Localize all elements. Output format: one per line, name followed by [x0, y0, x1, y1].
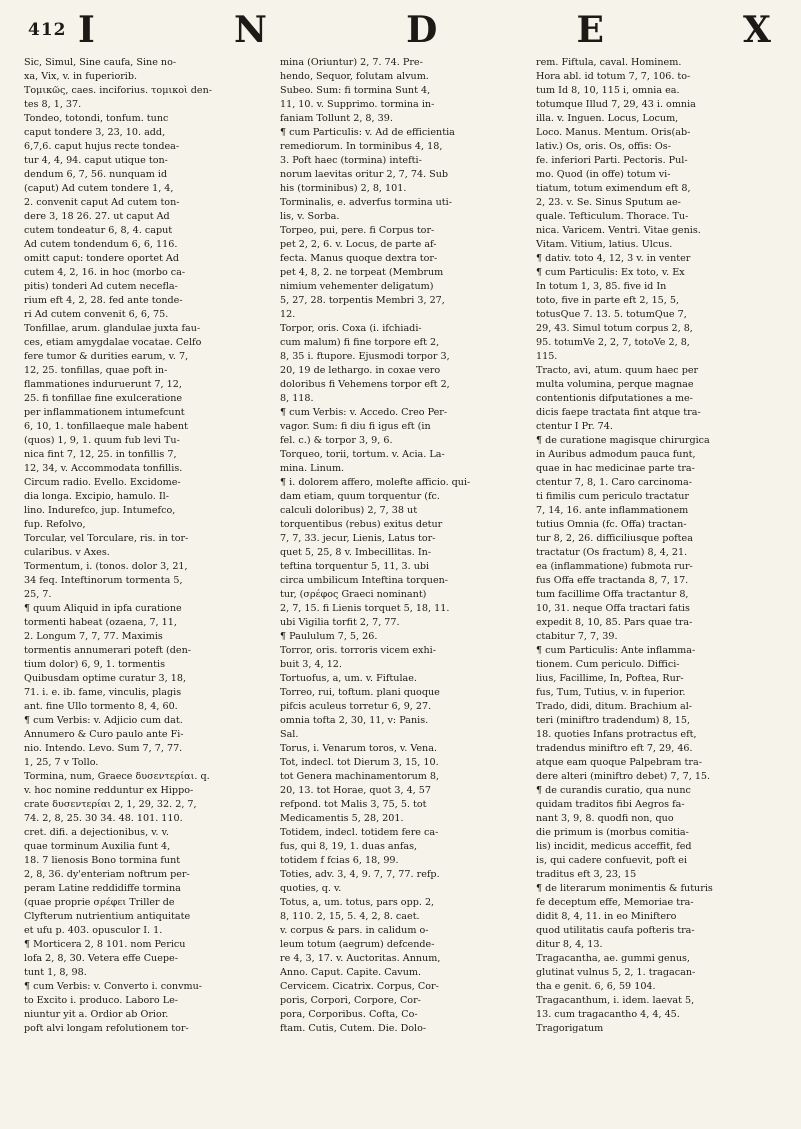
index-entry-line: Totidem, indecl. totidem fere ca-	[280, 827, 439, 838]
index-entry-line: re 4, 3, 17. v. Auctoritas. Annum,	[280, 953, 441, 964]
index-entry-line: Tragacantha, ae. gummi genus,	[536, 953, 690, 964]
index-entry-line: 2. Longum 7, 7, 77. Maximis	[24, 631, 163, 642]
index-entry-line: tiatum, totum eximendum eft 8,	[536, 183, 691, 194]
index-entry-line: omnia tofta 2, 30, 11, v: Panis.	[280, 715, 429, 726]
index-entry-line: fus Offa effe tractanda 8, 7, 17.	[536, 575, 689, 586]
index-entry-line: tes 8, 1, 37.	[24, 99, 82, 110]
index-entry-line: dia longa. Excipio, hamulo. Il-	[24, 491, 169, 502]
index-entry-line: pet 2, 2, 6. v. Locus, de parte af-	[280, 239, 437, 250]
index-entry-line: Tot, indecl. tot Dierum 3, 15, 10.	[280, 757, 439, 768]
index-entry-line: illa. v. Inguen. Locus, Locum,	[536, 113, 679, 124]
index-entry-line: xa, Vix, v. in fuperiorib.	[24, 71, 138, 82]
index-entry-line: nio. Intendo. Levo. Sum 7, 7, 77.	[24, 743, 183, 754]
index-entry-line: ri Ad cutem convenit 6, 6, 75.	[24, 309, 169, 320]
index-entry-line: cularibus. v Axes.	[24, 547, 110, 558]
index-entry-line: 2, 7, 15. fi Lienis torquet 5, 18, 11.	[280, 603, 450, 614]
index-entry-line: Circum radio. Evello. Excidome-	[24, 477, 181, 488]
index-entry-line: refpond. tot Malis 3, 75, 5. tot	[280, 799, 427, 810]
index-entry-line: fus, Tum, Tutius, v. in fuperior.	[536, 687, 686, 698]
index-entry-line: Anno. Caput. Capite. Cavum.	[280, 967, 422, 978]
index-entry-line: pora, Corporibus. Cofta, Co-	[280, 1009, 418, 1020]
index-entry-line: et ufu p. 403. opusculor I. 1.	[24, 925, 163, 936]
index-entry-line: 18. quoties Infans protractus eft,	[536, 729, 697, 740]
index-entry-line: quae in hac medicinae parte tra-	[536, 463, 695, 474]
index-entry-line: ctabitur 7, 7, 39.	[536, 631, 618, 642]
index-entry-line: 5, 27, 28. torpentis Membri 3, 27,	[280, 295, 445, 306]
index-entry-line: Cervicem. Cicatrix. Corpus, Cor-	[280, 981, 439, 992]
index-entry-line: Torpor, oris. Coxa (i. ifchiadi-	[280, 323, 422, 334]
index-entry-line: tot Genera machinamentorum 8,	[280, 771, 440, 782]
index-entry-line: nant 3, 9, 8. quodfi non, quo	[536, 813, 674, 824]
index-entry-line: Torror, oris. torroris vicem exhi-	[280, 645, 436, 656]
index-entry-line: tha e genit. 6, 6, 59 104.	[536, 981, 656, 992]
index-entry-line: lis) incidit, medicus acceffit, fed	[536, 841, 692, 852]
index-column-left	[24, 56, 270, 1116]
index-entry-line: faniam Tollunt 2, 8, 39.	[280, 113, 393, 124]
index-entry-line: tur 4, 4, 94. caput utique ton-	[24, 155, 168, 166]
index-entry-line: Tragorigatum	[536, 1023, 604, 1034]
index-entry-line: Subeo. Sum: fi tormina Sunt 4,	[280, 85, 431, 96]
index-entry-line: expedit 8, 10, 85. Pars quae tra-	[536, 617, 693, 628]
index-entry-line: tur, (σρέφος Graeci nominant)	[280, 589, 427, 600]
index-entry-line: totidem f fcias 6, 18, 99.	[280, 855, 399, 866]
index-entry-line: norum laevitas oritur 2, 7, 74. Sub	[280, 169, 449, 180]
index-entry-line: in Auribus admodum pauca funt,	[536, 449, 696, 460]
index-entry-line: 25, 7.	[24, 589, 52, 600]
index-entry-line: didit 8, 4, 11. in eo Miniftero	[536, 911, 677, 922]
index-entry-line: Torpeo, pui, pere. fi Corpus tor-	[280, 225, 435, 236]
index-entry-line: Ad cutem tondendum 6, 6, 116.	[24, 239, 178, 250]
index-entry-line: In totum 1, 3, 85. five id In	[536, 281, 667, 292]
index-entry-line: 7, 7, 33. jecur, Lienis, Latus tor-	[280, 533, 436, 544]
index-entry-line: Tracto, avi, atum. quum haec per	[536, 365, 699, 376]
index-entry-line: quod utilitatis caufa pofteris tra-	[536, 925, 695, 936]
title-letter: X	[743, 9, 771, 51]
index-columns	[24, 56, 782, 1116]
index-entry-line: mina (Oriuntur) 2, 7. 74. Pre-	[280, 57, 423, 68]
index-entry-line: dendum 6, 7, 56. nunquam id	[24, 169, 168, 180]
index-entry-line: tradendus miniftro eft 7, 29, 46.	[536, 743, 693, 754]
index-entry-line: 6, 10, 1. tonfillaeque male habent	[24, 421, 188, 432]
index-entry-line: Tormina, num, Graece δυσεντερίαι. q.	[24, 771, 210, 782]
index-entry-line: cutem 4, 2, 16. in hoc (morbo ca-	[24, 267, 186, 278]
running-title-index	[78, 8, 783, 52]
index-entry-line: v. hoc nomine redduntur ex Hippo-	[24, 785, 194, 796]
index-entry-line: 8, 110. 2, 15, 5. 4, 2, 8. caet.	[280, 911, 420, 922]
index-entry-line: tur 8, 2, 26. difficiliusque poftea	[536, 533, 693, 544]
index-entry-line: circa umbilicum Inteftina torquen-	[280, 575, 449, 586]
index-entry-line: 20, 19 de lethargo. in coxae vero	[280, 365, 441, 376]
index-entry-line: per inflammationem intumefcunt	[24, 407, 185, 418]
index-entry-line: lius, Facillime, In, Poftea, Rur-	[536, 673, 684, 684]
index-entry-line: lino. Indurefco, jup. Intumefco,	[24, 505, 176, 516]
index-entry-line: dere alteri (miniftro debet) 7, 7, 15.	[536, 771, 711, 782]
index-entry-line: ¶ cum Particulis: v. Ad de efficientia	[280, 127, 455, 138]
index-entry-line: poft alvi longam refolutionem tor-	[24, 1023, 189, 1034]
index-entry-line: peram Latine reddidiffe tormina	[24, 883, 181, 894]
index-entry-line: Hora abl. id totum 7, 7, 106. to-	[536, 71, 691, 82]
index-entry-line: (caput) Ad cutem tondere 1, 4,	[24, 183, 174, 194]
index-entry-line: nimium vehementer deligatum)	[280, 281, 434, 292]
index-entry-line: calculi doloribus) 2, 7, 38 ut	[280, 505, 418, 516]
index-entry-line: hendo, Sequor, folutam alvum.	[280, 71, 429, 82]
index-entry-line: atque eam quoque Palpebram tra-	[536, 757, 702, 768]
index-entry-line: Tragacanthum, i. idem. laevat 5,	[536, 995, 695, 1006]
title-letter: N	[234, 9, 267, 51]
index-entry-line: 1, 25, 7 v Tollo.	[24, 757, 99, 768]
index-entry-line: dere 3, 18 26. 27. ut caput Ad	[24, 211, 170, 222]
index-entry-line: 3. Poft haec (tormina) intefti-	[280, 155, 422, 166]
index-entry-line: ¶ Paululum 7, 5, 26.	[280, 631, 378, 642]
index-entry-line: 2, 8, 36. dy'enteriam noftrum per-	[24, 869, 190, 880]
index-entry-line: cum malum) fi fine torpore eft 2,	[280, 337, 440, 348]
index-entry-line: ea (inflammatione) fubmota rur-	[536, 561, 693, 572]
index-entry-line: Torreo, rui, toftum. plani quoque	[280, 687, 440, 698]
index-entry-line: ¶ cum Verbis: v. Adjicio cum dat.	[24, 715, 183, 726]
index-entry-line: 7, 14, 16. ante inflammationem	[536, 505, 689, 516]
index-entry-line: 8, 118.	[280, 393, 314, 404]
index-entry-line: cret. difi. a dejectionibus, v. v.	[24, 827, 169, 838]
index-entry-line: his (torminibus) 2, 8, 101.	[280, 183, 407, 194]
index-entry-line: tunt 1, 8, 98.	[24, 967, 87, 978]
index-entry-line: Torcular, vel Torculare, ris. in tor-	[24, 533, 189, 544]
index-entry-line: quidam traditos fibi Aegros fa-	[536, 799, 685, 810]
index-entry-line: Tortuofus, a, um. v. Fiftulae.	[280, 673, 417, 684]
index-entry-line: ¶ cum Particulis: Ante inflamma-	[536, 645, 696, 656]
index-entry-line: Trado, didi, ditum. Brachium al-	[536, 701, 693, 712]
index-entry-line: pitis) tonderi Ad cutem necefla-	[24, 281, 178, 292]
index-entry-line: tum Id 8, 10, 115 i, omnia ea.	[536, 85, 680, 96]
index-entry-line: Medicamentis 5, 28, 201.	[280, 813, 404, 824]
index-entry-line: quet 5, 25, 8 v. Imbecillitas. In-	[280, 547, 432, 558]
index-entry-line: Quibusdam optime curatur 3, 18,	[24, 673, 187, 684]
index-entry-line: caput tondere 3, 23, 10. add,	[24, 127, 166, 138]
index-entry-line: lis, v. Sorba.	[280, 211, 340, 222]
index-entry-line: ditur 8, 4, 13.	[536, 939, 603, 950]
title-letter: E	[576, 9, 604, 51]
index-entry-line: ctentur I Pr. 74.	[536, 421, 613, 432]
index-entry-line: tormenti habeat (ozaena, 7, 11,	[24, 617, 177, 628]
page-header	[24, 8, 783, 52]
index-entry-line: ant. fine Ullo tormento 8, 4, 60.	[24, 701, 178, 712]
index-entry-line: 13. cum tragacantho 4, 4, 45.	[536, 1009, 680, 1020]
index-entry-line: 10, 31. neque Offa tractari fatis	[536, 603, 690, 614]
index-entry-line: teftina torquentur 5, 11, 3. ubi	[280, 561, 430, 572]
index-entry-line: omitt caput: tondere oportet Ad	[24, 253, 179, 264]
index-entry-line: (quae proprie σρέφει Triller de	[24, 897, 175, 908]
index-entry-line: v. corpus & pars. in calidum o-	[280, 925, 429, 936]
index-entry-line: (quos) 1, 9, 1. quum fub levi Tu-	[24, 435, 180, 446]
index-entry-line: Vitam. Vitium, latius. Ulcus.	[536, 239, 673, 250]
index-entry-line: Loco. Manus. Mentum. Oris(ab-	[536, 127, 691, 138]
index-entry-line: pet 4, 8, 2. ne torpeat (Membrum	[280, 267, 444, 278]
index-entry-line: Annumero & Curo paulo ante Fi-	[24, 729, 184, 740]
index-entry-line: fus, qui 8, 19, 1. duas anfas,	[280, 841, 418, 852]
index-entry-line: quae torminum Auxilia funt 4,	[24, 841, 171, 852]
index-entry-line: ¶ cum Verbis: v. Converto i. convmu-	[24, 981, 203, 992]
index-entry-line: nica fint 7, 12, 25. in tonfillis 7,	[24, 449, 177, 460]
index-entry-line: 34 feq. Inteftinorum tormenta 5,	[24, 575, 183, 586]
index-entry-line: ¶ de curatione magisque chirurgica	[536, 435, 710, 446]
index-entry-line: rem. Fiftula, caval. Hominem.	[536, 57, 682, 68]
index-entry-line: Toties, adv. 3, 4, 9. 7, 7, 77. refp.	[280, 869, 440, 880]
index-entry-line: 12, 25. tonfillas, quae poft in-	[24, 365, 168, 376]
index-entry-line: niuntur yit a. Ordior ab Orior.	[24, 1009, 169, 1020]
index-entry-line: die primum is (morbus comitia-	[536, 827, 689, 838]
index-entry-line: quale. Tefticulum. Thorace. Tu-	[536, 211, 689, 222]
index-entry-line: crate δυσεντερίαι 2, 1, 29, 32. 2, 7,	[24, 799, 197, 810]
index-entry-line: traditus eft 3, 23, 15	[536, 869, 637, 880]
index-entry-line: ¶ cum Verbis: v. Accedo. Creo Per-	[280, 407, 448, 418]
index-entry-line: flammationes induruerunt 7, 12,	[24, 379, 182, 390]
index-entry-line: Torqueo, torii, tortum. v. Acia. La-	[280, 449, 445, 460]
index-entry-line: lativ.) Os, oris. Os, offis: Os-	[536, 141, 671, 152]
index-entry-line: nica. Varicem. Ventri. Vitae genis.	[536, 225, 701, 236]
index-entry-line: tium dolor) 6, 9, 1. tormentis	[24, 659, 166, 670]
index-entry-line: cutem tondeatur 6, 8, 4. caput	[24, 225, 173, 236]
index-entry-line: fe. inferiori Parti. Pectoris. Pul-	[536, 155, 688, 166]
index-entry-line: vagor. Sum: fi diu fi igus eft (in	[280, 421, 431, 432]
index-entry-line: ¶ de literarum monimentis & futuris	[536, 883, 713, 894]
index-entry-line: lofa 2, 8, 30. Vetera effe Cuepe-	[24, 953, 178, 964]
index-entry-line: 2. convenit caput Ad cutem ton-	[24, 197, 180, 208]
title-letter: D	[406, 9, 438, 51]
title-letter: I	[78, 9, 95, 51]
index-entry-line: 18. 7 lienosis Bono tormina funt	[24, 855, 181, 866]
index-entry-line: ubi Vigilia torfit 2, 7, 77.	[280, 617, 400, 628]
index-entry-line: leum totum (aegrum) defcende-	[280, 939, 435, 950]
index-entry-line: ctentur 7, 8, 1. Caro carcinoma-	[536, 477, 692, 488]
index-entry-line: mo. Quod (in offe) totum vi-	[536, 169, 671, 180]
index-entry-line: 71. i. e. ib. fame, vinculis, plagis	[24, 687, 182, 698]
index-entry-line: Τομικῶς, caes. inciforius. τομικοὶ den-	[24, 85, 213, 96]
index-entry-line: dicis faepe tractata fint atque tra-	[536, 407, 701, 418]
index-entry-line: 2, 23. v. Se. Sinus Sputum ae-	[536, 197, 681, 208]
index-entry-line: fe deceptum effe, Memoriae tra-	[536, 897, 694, 908]
index-entry-line: Tonfillae, arum. glandulae juxta fau-	[24, 323, 201, 334]
index-entry-line: torquentibus (rebus) exitus detur	[280, 519, 443, 530]
index-entry-line: 95. totumVe 2, 2, 7, totoVe 2, 8,	[536, 337, 690, 348]
index-entry-line: ¶ dativ. toto 4, 12, 3 v. in venter	[536, 253, 691, 264]
index-entry-line: rium eft 4, 2, 28. fed ante tonde-	[24, 295, 183, 306]
index-entry-line: 29, 43. Simul totum corpus 2, 8,	[536, 323, 693, 334]
index-entry-line: 20, 13. tot Horae, quot 3, 4, 57	[280, 785, 431, 796]
index-entry-line: ¶ de curandis curatio, qua nunc	[536, 785, 691, 796]
index-entry-line: toto, five in parte eft 2, 15, 5,	[536, 295, 680, 306]
index-entry-line: 6,7,6. caput hujus recte tondea-	[24, 141, 180, 152]
index-entry-line: to Excito i. produco. Laboro Le-	[24, 995, 178, 1006]
index-entry-line: buit 3, 4, 12.	[280, 659, 342, 670]
index-entry-line: remediorum. In torminibus 4, 18,	[280, 141, 443, 152]
index-entry-line: tutius Omnia (fc. Offa) tractan-	[536, 519, 687, 530]
index-entry-line: ¶ quum Aliquid in ipfa curatione	[24, 603, 182, 614]
index-entry-line: tormentis annumerari poteft (den-	[24, 645, 191, 656]
index-entry-line: tum facillime Offa tractantur 8,	[536, 589, 689, 600]
index-entry-line: teri (miniftro tradendum) 8, 15,	[536, 715, 691, 726]
index-entry-line: multa volumina, perque magnae	[536, 379, 694, 390]
index-entry-line: ti fimilis cum periculo tractatur	[536, 491, 689, 502]
index-entry-line: is, qui cadere confuevit, poft ei	[536, 855, 688, 866]
index-entry-line: 115.	[536, 351, 558, 362]
index-entry-line: tractatur (Os fractum) 8, 4, 21.	[536, 547, 688, 558]
index-entry-line: 12, 34, v. Accommodata tonfillis.	[24, 463, 183, 474]
index-entry-line: totumque Illud 7, 29, 43 i. omnia	[536, 99, 696, 110]
index-entry-line: fere tumor & durities earum, v. 7,	[24, 351, 189, 362]
index-entry-line: 74. 2, 8, 25. 30 34. 48. 101. 110.	[24, 813, 183, 824]
index-entry-line: ¶ i. dolorem affero, molefte afficio. qui-	[280, 477, 471, 488]
index-entry-line: pifcis aculeus torretur 6, 9, 27.	[280, 701, 432, 712]
index-entry-line: tionem. Cum periculo. Diffici-	[536, 659, 680, 670]
index-entry-line: Tondeo, totondi, tonfum. tunc	[24, 113, 169, 124]
index-column-right	[536, 56, 782, 1116]
index-entry-line: totusQue 7. 13. 5. totumQue 7,	[536, 309, 687, 320]
index-entry-line: ces, etiam amygdalae vocatae. Celfo	[24, 337, 202, 348]
index-entry-line: 11, 10. v. Supprimo. tormina in-	[280, 99, 435, 110]
index-entry-line: ¶ Morticera 2, 8 101. nom Pericu	[24, 939, 186, 950]
index-entry-line: Tormentum, i. (tonos. dolor 3, 21,	[24, 561, 188, 572]
index-entry-line: mina. Linum.	[280, 463, 345, 474]
index-entry-line: contentionis difputationes a me-	[536, 393, 693, 404]
index-entry-line: Totus, a, um. totus, pars opp. 2,	[280, 897, 435, 908]
index-entry-line: ftam. Cutis, Cutem. Die. Dolo-	[280, 1023, 427, 1034]
index-entry-line: Torminalis, e. adverfus tormina uti-	[280, 197, 452, 208]
index-entry-line: 25. fi tonfillae fine exulceratione	[24, 393, 183, 404]
index-entry-line: 12.	[280, 309, 296, 320]
index-column-middle	[280, 56, 526, 1116]
index-entry-line: Torus, i. Venarum toros, v. Vena.	[280, 743, 437, 754]
index-entry-line: fecta. Manus quoque dextra tor-	[280, 253, 438, 264]
index-entry-line: Sic, Simul, Sine caufa, Sine no-	[24, 57, 177, 68]
index-entry-line: poris, Corpori, Corpore, Cor-	[280, 995, 421, 1006]
index-entry-line: Sal.	[280, 729, 299, 740]
index-entry-line: dam etiam, quum torquentur (fc.	[280, 491, 440, 502]
index-entry-line: quoties, q. v.	[280, 883, 342, 894]
index-entry-line: Clyfterum nutrientium antiquitate	[24, 911, 191, 922]
index-entry-line: glutinat vulnus 5, 2, 1. tragacan-	[536, 967, 696, 978]
index-entry-line: fup. Refolvo,	[24, 519, 86, 530]
index-entry-line: ¶ cum Particulis: Ex toto, v. Ex	[536, 267, 685, 278]
page-number: 412	[28, 20, 67, 40]
index-entry-line: fel. c.) & torpor 3, 9, 6.	[280, 435, 393, 446]
index-entry-line: doloribus fi Vehemens torpor eft 2,	[280, 379, 450, 390]
index-entry-line: 8, 35 i. ftupore. Ejusmodi torpor 3,	[280, 351, 450, 362]
